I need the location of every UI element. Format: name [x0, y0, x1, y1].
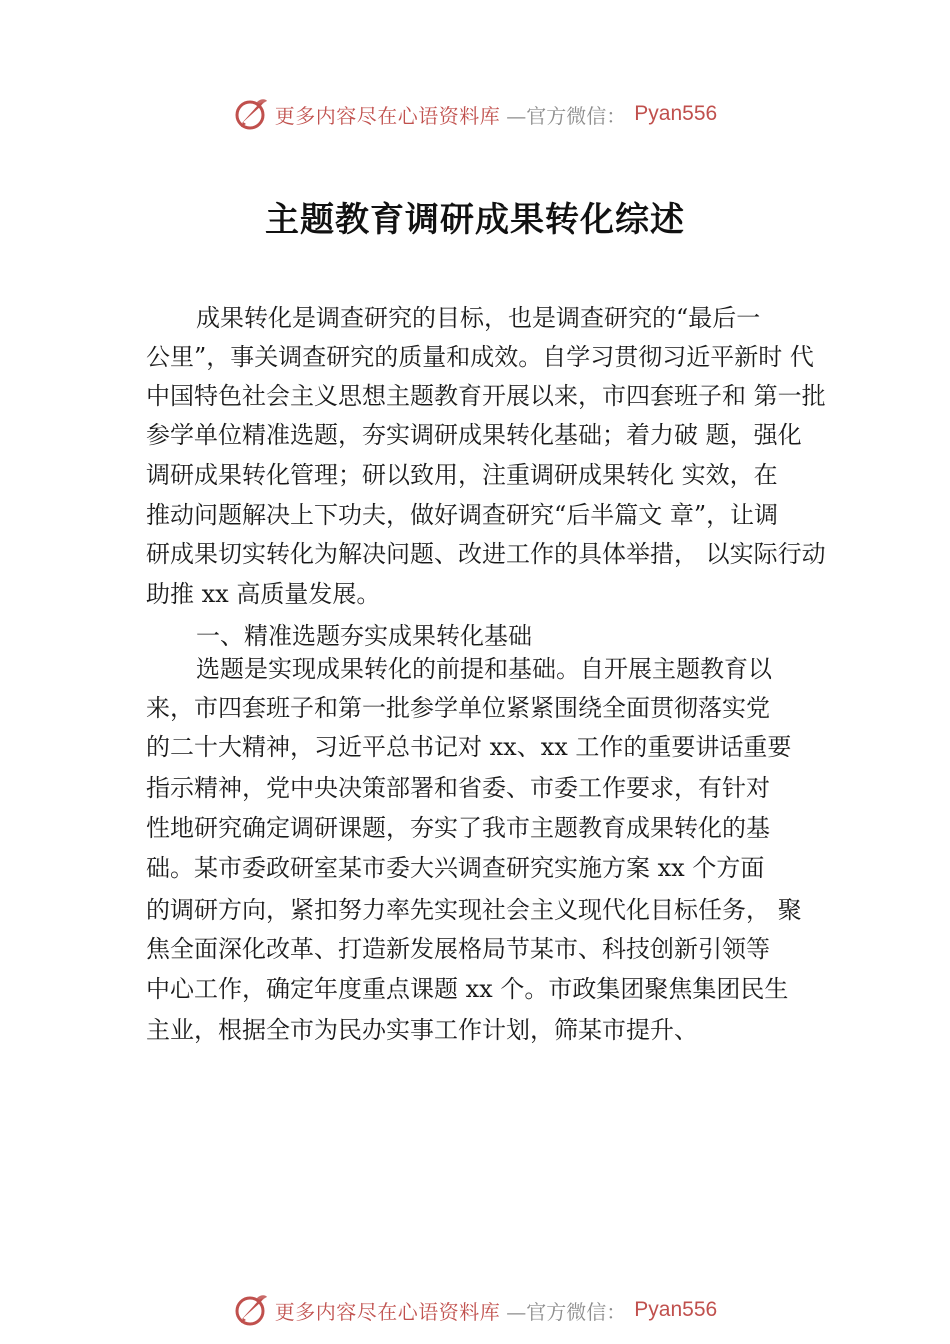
- body-line: 调研成果转化管理；研以致用，注重调研成果转化 实效，在: [146, 461, 778, 489]
- watermark-site-name: 更多内容尽在心语资料库: [274, 103, 501, 128]
- watermark-wechat-label: —官方微信：: [506, 103, 627, 128]
- body-line: 成果转化是调查研究的目标，也是调查研究的“最后一: [196, 304, 761, 332]
- pen-quill-icon: [233, 1292, 269, 1328]
- footer-watermark-banner: [0, 1290, 950, 1330]
- body-line: 参学单位精准选题，夯实调研成果转化基础；着力破 题，强化: [146, 421, 802, 449]
- section-heading: 一、精准选题夯实成果转化基础: [196, 622, 532, 650]
- body-line: 中国特色社会主义思想主题教育开展以来，市四套班子和 第一批: [146, 382, 826, 410]
- pen-quill-icon: [233, 96, 269, 132]
- body-line: 中心工作，确定年度重点课题 xx 个。市政集团聚焦集团民生: [146, 975, 789, 1003]
- watermark-wechat-id: Pyan556: [634, 1298, 718, 1321]
- body-line: 推动问题解决上下功夫，做好调查研究“后半篇文 章”，让调: [146, 501, 779, 529]
- body-line: 性地研究确定调研课题，夯实了我市主题教育成果转化的基: [146, 814, 770, 842]
- body-line: 主业，根据全市为民办实事工作计划，筛某市提升、: [146, 1016, 698, 1044]
- body-line: 的二十大精神，习近平总书记对 xx、xx 工作的重要讲话重要: [146, 733, 792, 761]
- body-line: 来，市四套班子和第一批参学单位紧紧围绕全面贯彻落实党: [146, 694, 770, 722]
- body-line: 公里”，事关调查研究的质量和成效。自学习贯彻习近平新时 代: [146, 343, 814, 371]
- body-line: 焦全面深化改革、打造新发展格局节某市、科技创新引领等: [146, 935, 770, 963]
- body-line: 助推 xx 高质量发展。: [146, 580, 381, 608]
- watermark-wechat-label: —官方微信：: [506, 1299, 627, 1324]
- watermark-site-name: 更多内容尽在心语资料库: [274, 1299, 501, 1324]
- body-line: 的调研方向，紧扣努力率先实现社会主义现代化目标任务， 聚: [146, 896, 802, 924]
- watermark-wechat-id: Pyan556: [634, 102, 718, 125]
- body-line: 指示精神，党中央决策部署和省委、市委工作要求，有针对: [146, 774, 770, 802]
- body-line: 研成果切实转化为解决问题、改进工作的具体举措， 以实际行动: [146, 540, 826, 568]
- document-title: 主题教育调研成果转化综述: [265, 200, 685, 240]
- body-line: 选题是实现成果转化的前提和基础。自开展主题教育以: [196, 655, 772, 683]
- body-line: 础。某市委政研室某市委大兴调查研究实施方案 xx 个方面: [146, 854, 765, 882]
- header-watermark-banner: [0, 94, 950, 134]
